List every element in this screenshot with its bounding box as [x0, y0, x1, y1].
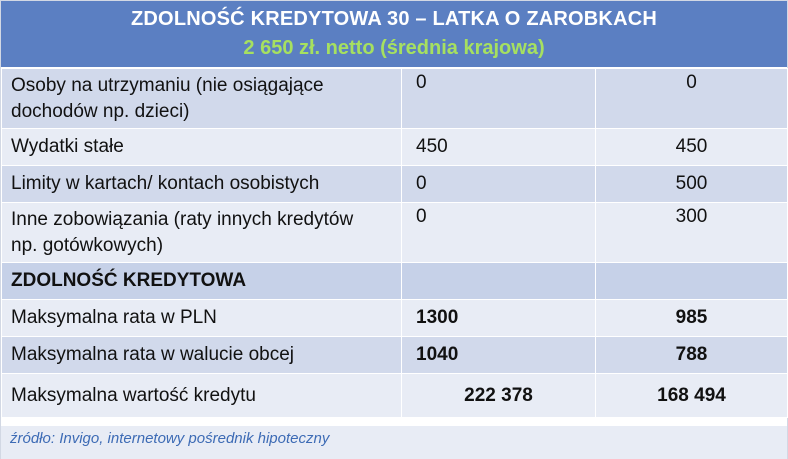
- table-row: [2, 129, 788, 166]
- table-row: [2, 166, 788, 203]
- row-label-other-liabilities: [2, 203, 402, 263]
- row-label-card-limits: Limity w kartach/ kontach osobistych: [2, 166, 402, 203]
- row-label-max-credit-value: Maksymalna wartość kredytu: [2, 374, 402, 418]
- cell-value-scenario-2: 450: [596, 129, 788, 166]
- table-row: [2, 337, 788, 374]
- row-label-fixed-expenses: Wydatki stałe: [2, 129, 402, 166]
- row-label-max-installment-pln: Maksymalna rata w PLN: [2, 300, 402, 337]
- row-label-line: dochodów np. dzieci): [11, 100, 190, 122]
- table-row: [2, 300, 788, 337]
- cell-value-scenario-1: 0: [402, 166, 596, 203]
- cell-value-scenario-2: 168 494: [596, 374, 788, 418]
- row-label-line: np. gotówkowych): [11, 234, 164, 256]
- row-label-line: Osoby na utrzymaniu (nie osiągające: [11, 74, 324, 96]
- cell-value-scenario-2: 500: [596, 166, 788, 203]
- cell-value-scenario-1: 1040: [402, 337, 596, 374]
- row-label-max-installment-foreign: Maksymalna rata w walucie obcej: [2, 337, 402, 374]
- section-row: [2, 263, 788, 300]
- cell-value-scenario-2: 0: [596, 69, 788, 129]
- table-row: [2, 203, 788, 263]
- cell-value-scenario-1: 1300: [402, 300, 596, 337]
- table-row: [2, 69, 788, 129]
- cell-value-scenario-1: 450: [402, 129, 596, 166]
- table-header: [1, 1, 787, 68]
- row-label-line: Inne zobowiązania (raty innych kredytów: [11, 208, 354, 230]
- cell-value-scenario-1: 0: [402, 69, 596, 129]
- cell-value-scenario-2: 300: [596, 203, 788, 263]
- cell-value-scenario-2: 788: [596, 337, 788, 374]
- section-empty-cell: [596, 263, 788, 300]
- cell-value-scenario-2: 985: [596, 300, 788, 337]
- cell-value-scenario-1: 0: [402, 203, 596, 263]
- source-note: źródło: Invigo, internetowy pośrednik hipoteczny: [1, 426, 787, 459]
- section-empty-cell: [402, 263, 596, 300]
- cell-value-scenario-1: 222 378: [402, 374, 596, 418]
- row-label-dependents: [2, 69, 402, 129]
- table-title: ZDOLNOŚĆ KREDYTOWA 30 – LATKA O ZAROBKACH: [131, 8, 657, 30]
- credit-table: [1, 68, 788, 418]
- table-row: [2, 374, 788, 418]
- section-label: ZDOLNOŚĆ KREDYTOWA: [2, 263, 402, 300]
- table-subtitle: 2 650 zł. netto (średnia krajowa): [243, 37, 545, 59]
